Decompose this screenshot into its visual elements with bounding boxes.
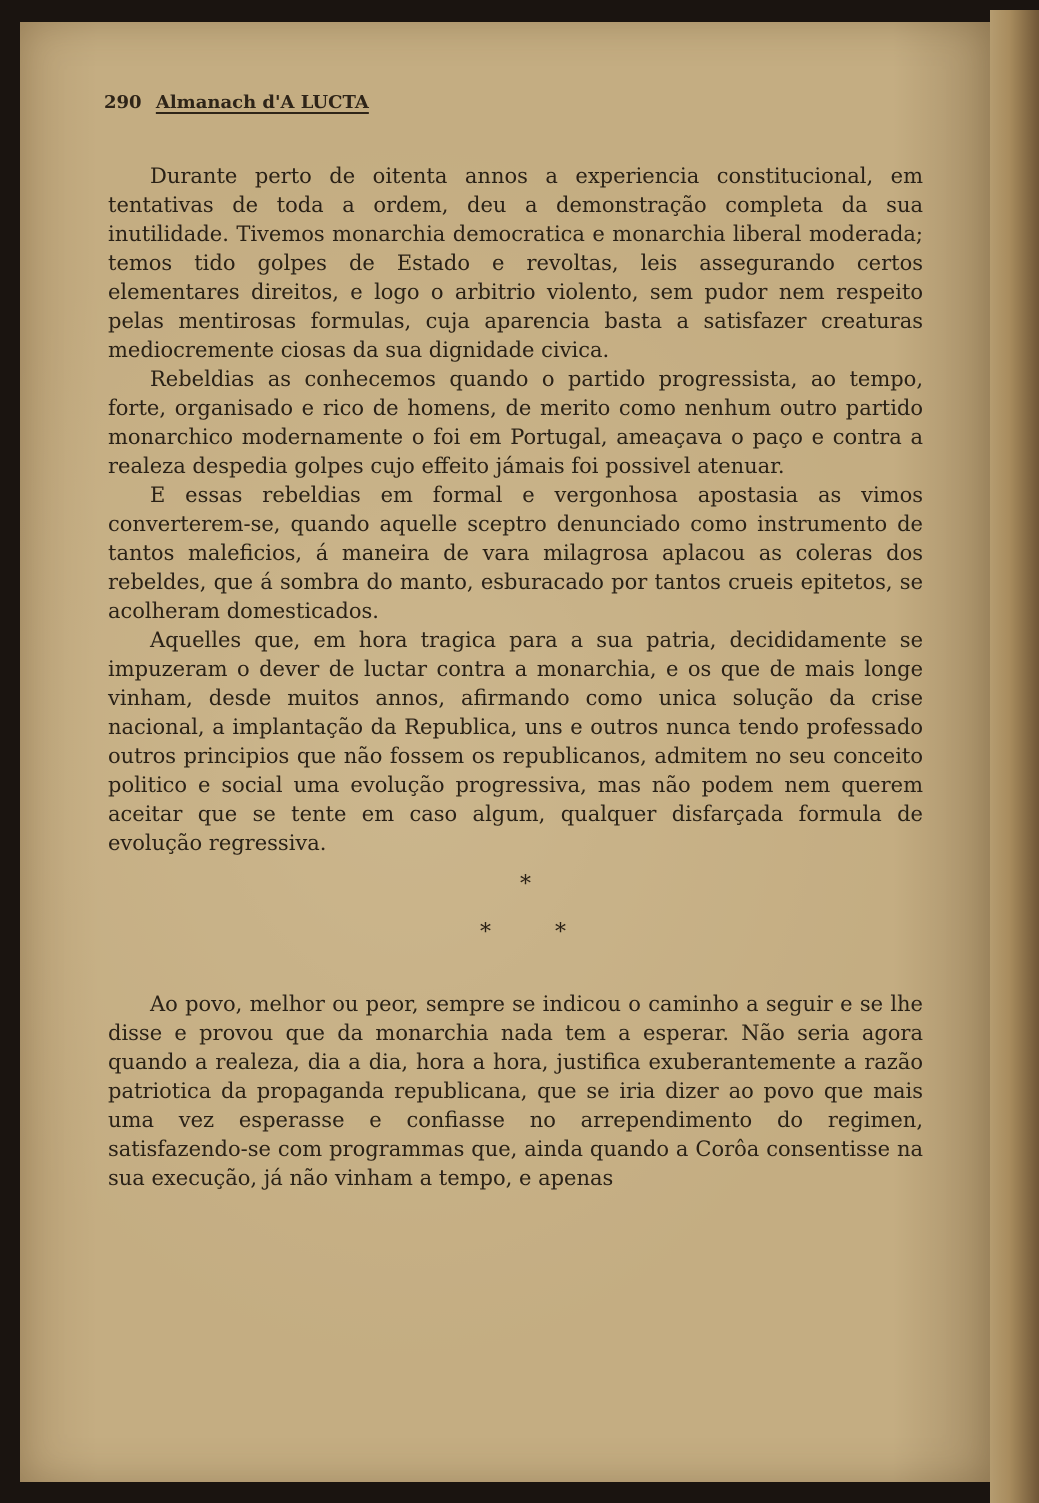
- asterisk-right: *: [555, 920, 566, 945]
- section-separator: [108, 858, 923, 970]
- paragraph-1: Durante perto de oitenta annos a experiencia constitucional, em tentativas de toda a ordem, deu a demonstração completa da sua inutilidade. Tivemos monarchia democratica e monarchia liberal moderada; temos tido golpes de Estado e revoltas, leis assegurando certos elementares direitos, e logo o arbitrio violento, sem pudor nem respeito pelas mentirosas formulas, cuja aparencia basta a satisfazer creaturas mediocremente ciosas da sua dignidade civica.: [108, 164, 923, 362]
- asterisk-top: *: [520, 872, 531, 897]
- asterisk-left: *: [480, 920, 491, 945]
- paragraph-2: Rebeldias as conhecemos quando o partido progressista, ao tempo, forte, organisado e rico de homens, de merito como nenhum outro partido monarchico modernamente o foi em Portugal, ameaçava o paço e contra a realeza despedia golpes cujo effeito jámais foi possivel atenuar.: [108, 367, 923, 478]
- page-number: 290: [104, 92, 142, 113]
- running-head: [104, 92, 369, 113]
- paragraph-3: E essas rebeldias em formal e vergonhosa apostasia as vimos converterem-se, quando aquelle sceptro denunciado como instrumento de tantos maleficios, á maneira de vara milagrosa aplacou as coleras dos rebeldes, que á sombra do manto, esburacado por tantos crueis epitetos, se acolheram domesticados.: [108, 483, 923, 623]
- paragraph-5: Ao povo, melhor ou peor, sempre se indicou o caminho a seguir e se lhe disse e provou que da monarchia nada tem a esperar. Não seria agora quando a realeza, dia a dia, hora a hora, justifica exuberantemente a razão patriotica da propaganda republicana, que se iria dizer ao povo que mais uma vez esperasse e confiasse no arrependimento do regimen, satisfazendo-se com programmas que, ainda quando a Corôa consentisse na sua execução, já não vinham a tempo, e apenas: [108, 992, 923, 1190]
- running-title: Almanach d'A LUCTA: [155, 92, 369, 113]
- book-spine-edge: [990, 10, 1039, 1503]
- paragraph-4: Aquelles que, em hora tragica para a sua patria, decididamente se impuzeram o dever de luctar contra a monarchia, e os que de mais longe vinham, desde muitos annos, afirmando como unica solução da crise nacional, a implantação da Republica, uns e outros nunca tendo professado outros principios que não fossem os republicanos, admitem no seu conceito politico e social uma evolução progressiva, mas não podem nem querem aceitar que se tente em caso algum, qualquer disfarçada formula de evolução regressiva.: [108, 628, 923, 855]
- body-text: [108, 162, 923, 1193]
